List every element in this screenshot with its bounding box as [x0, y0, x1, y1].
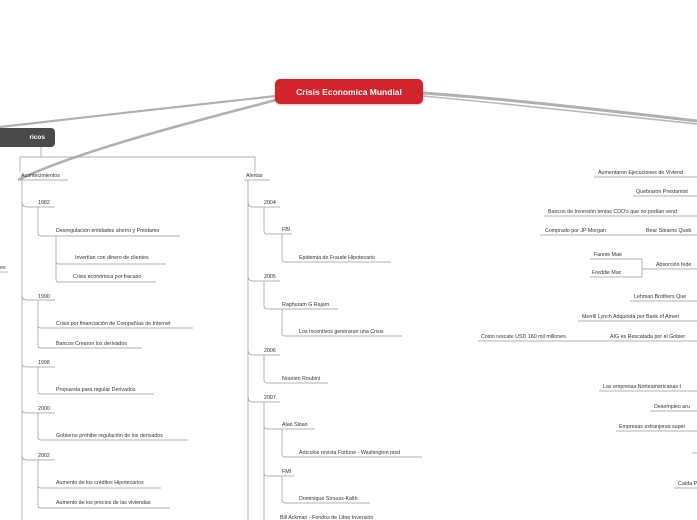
- topic-year-2000[interactable]: 2000: [38, 406, 50, 412]
- topic-alan-sloan[interactable]: Alan Sloan: [282, 422, 308, 428]
- topic-year-2006[interactable]: 2006: [264, 348, 276, 354]
- topic-desregulacion[interactable]: Desregulación entidades ahorro y Préstamo: [56, 228, 160, 234]
- topic-bancos-cdo[interactable]: Bancos de Inversión tenías CDO's que no podían vend: [548, 209, 678, 215]
- topic-dominique[interactable]: Dominique Strouss-Kalth: [299, 496, 358, 502]
- topic-year-1998[interactable]: 1998: [38, 360, 50, 366]
- topic-year-2004[interactable]: 2004: [264, 200, 276, 206]
- topic-aumento-precios[interactable]: Aumento de los precios de las viviendas: [56, 500, 151, 506]
- topic-acontecimientos[interactable]: Acontecimientos: [21, 173, 60, 179]
- topic-absorcion-federal[interactable]: Absorción fede: [656, 262, 692, 268]
- central-topic-node[interactable]: Crisis Economica Mundial: [275, 79, 423, 104]
- topic-merrill-lynch[interactable]: Merrill Lynch Adquirida por Bank of Ameri: [582, 314, 679, 320]
- topic-crisis-fracaso[interactable]: Crisis económica por fracaso: [73, 274, 142, 280]
- topic-caida[interactable]: Caída P: [678, 481, 697, 487]
- topic-articulos[interactable]: Articulos revista Fortune - Washington post: [299, 450, 401, 456]
- topic-fbi[interactable]: FBI: [282, 227, 291, 233]
- topic-year-2007[interactable]: 2007: [264, 395, 276, 401]
- topic-invertian[interactable]: Invertían con dinero de clientes: [75, 255, 149, 261]
- topic-quebraron-prestamistas[interactable]: Quebraron Prestamist: [636, 189, 688, 195]
- topic-fmi[interactable]: FMI: [282, 469, 292, 475]
- topic-raghuram[interactable]: Raghuram G Rajam: [282, 302, 330, 308]
- topic-nourien[interactable]: Nourien Roubini: [282, 376, 320, 382]
- topic-crisis-internet[interactable]: Crisis por financiación de Compañías de Internet: [56, 321, 171, 327]
- topic-lehman-brothers[interactable]: Lehman Brothers Que: [634, 294, 687, 300]
- topic-bear-stearns[interactable]: Bear Stearns Queb: [646, 228, 692, 234]
- topic-propuesta[interactable]: Propuesta para regular Derivados: [56, 387, 136, 393]
- topic-aumentaron-ejecuciones[interactable]: Aumentaron Ejecuciones de Viviend: [598, 170, 684, 176]
- topic-year-1982[interactable]: 1982: [38, 200, 50, 206]
- branch-topic-node[interactable]: ricos: [0, 128, 55, 147]
- topic-costo-rescate[interactable]: Costo rescate USD 160 mil millones: [481, 334, 566, 340]
- topic-alertas[interactable]: Alertas: [246, 173, 263, 179]
- topic-freddie-mac[interactable]: Freddie Mac: [592, 270, 622, 276]
- topic-bancos-derivados[interactable]: Bancos Crearon los derivados: [56, 341, 127, 347]
- topic-gobierno[interactable]: Gobierno prohibe regulación de los derivados: [56, 433, 163, 439]
- topic-fannie-mae[interactable]: Fannie Mae: [594, 252, 622, 258]
- topic-epidemia[interactable]: Epidemia de Fraude Hipotecario: [299, 255, 375, 261]
- topic-empresas-extranjeras[interactable]: Empresas extranjeras super: [619, 424, 686, 430]
- topic-aumento-creditos[interactable]: Aumento de los créditos Hipotecarios: [56, 480, 144, 486]
- topic-year-1990[interactable]: 1990: [38, 294, 50, 300]
- topic-year-2005[interactable]: 2005: [264, 274, 276, 280]
- topic-desempleo[interactable]: Desempleo aru: [654, 404, 690, 410]
- topic-year-2002[interactable]: 2002: [38, 453, 50, 459]
- topic-empresas-norteamericanas[interactable]: Las empresas Norteamericanas t: [603, 384, 682, 390]
- left-fragment-label[interactable]: es: [0, 265, 6, 271]
- topic-bill-ackman[interactable]: Bill Ackman - Fondos de Libre Inversión: [280, 515, 374, 520]
- topic-comprado-jp-morgan[interactable]: Comprado por JP Morgan: [545, 228, 606, 234]
- topic-incentivos[interactable]: Los Incentivos generaran una Crisis: [299, 329, 384, 335]
- topic-aig-rescatada[interactable]: AIG es Rescatada por el Gobier: [610, 334, 686, 340]
